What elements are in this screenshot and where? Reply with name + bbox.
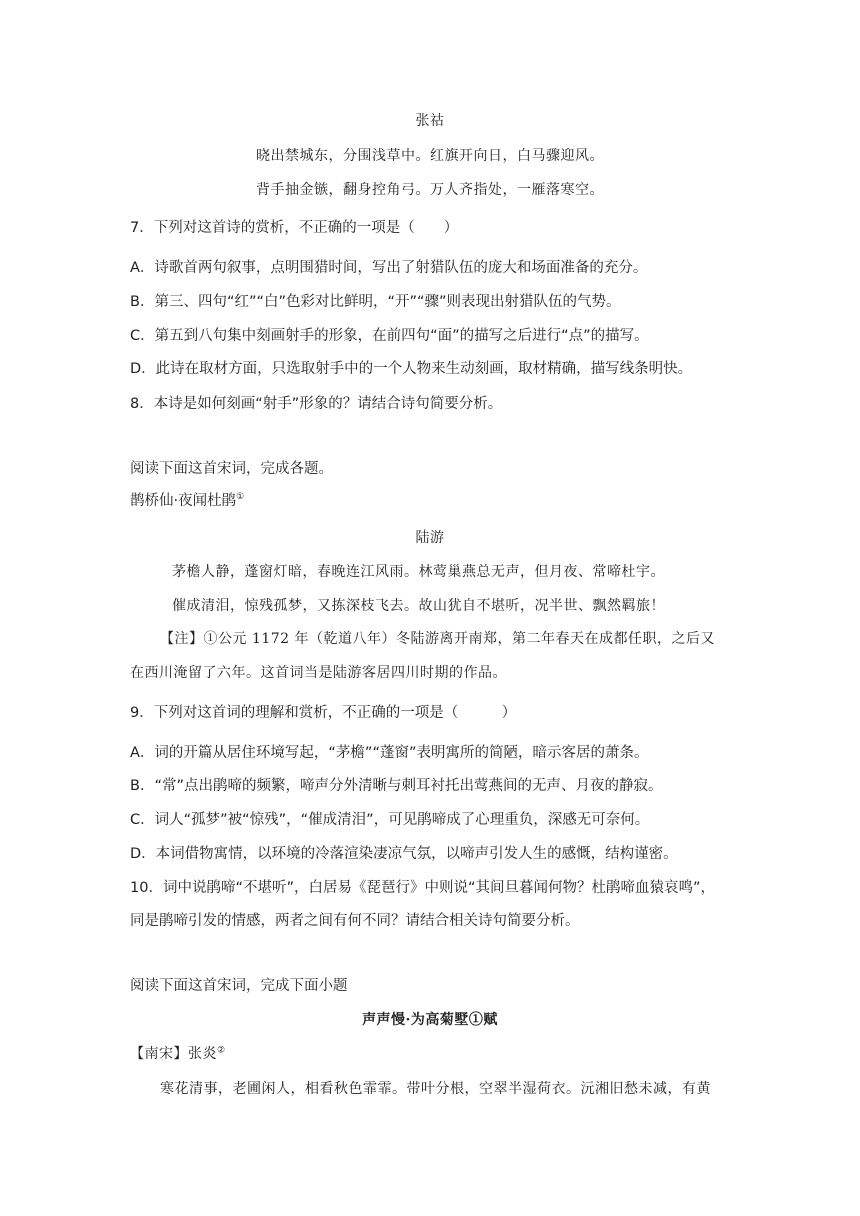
poem-line: 晓出禁城东，分围浅草中。红旗开向日，白马骤迎风。	[256, 148, 604, 164]
poem-author-text: 【南宋】张炎	[130, 1046, 217, 1062]
footnote-mark: ②	[217, 1045, 226, 1056]
poem-author: 张祜	[415, 113, 445, 129]
poem-line: 寒花清事，老圃闲人，相看秋色霏霏。带叶分根，空翠半湿荷衣。沅湘旧愁未减，有黄	[160, 1081, 711, 1097]
option-c: C．第五到八句集中刻画射手的形象，在前四句“面”的描写之后进行“点”的描写。	[130, 328, 649, 344]
section-intro: 阅读下面这首宋词，完成下面小题	[130, 978, 348, 994]
option-c: C．词人“孤梦”被“惊残”，“催成清泪”，可见鹃啼成了心理重负，深感无可奈何。	[130, 812, 650, 828]
option-d: D．此诗在取材方面，只选取射手中的一个人物来生动刻画，取材精确，描写线条明快。	[130, 361, 693, 377]
section-intro: 阅读下面这首宋词，完成各题。	[130, 461, 333, 477]
poem-line: 催成清泪，惊残孤梦，又拣深枝飞去。故山犹自不堪听，况半世、飘然羁旅！	[172, 598, 665, 614]
question-7: 7．下列对这首诗的赏析，不正确的一项是（ ）	[130, 220, 459, 236]
poem-title	[130, 491, 244, 511]
option-a: A．词的开篇从居住环境写起，“茅檐”“蓬窗”表明寓所的简陋，暗示客居的萧条。	[130, 745, 649, 761]
option-b: B．第三、四句“红”“白”色彩对比鲜明，“开”“骤”则表现出射猎队伍的气势。	[130, 294, 621, 310]
poem-title-text: 鹊桥仙·夜闻杜鹃	[130, 493, 237, 509]
poem-line: 背手抽金镞，翻身控角弓。万人齐指处，一雁落寒空。	[256, 182, 604, 198]
poem-author	[130, 1044, 226, 1064]
poem-author: 陆游	[415, 530, 445, 546]
question-10: 同是鹃啼引发的情感，两者之间有何不同？请结合相关诗句简要分析。	[130, 913, 580, 929]
question-8: 8．本诗是如何刻画“射手”形象的？请结合诗句简要分析。	[130, 396, 503, 412]
option-b: B．“常”点出鹃啼的频繁，啼声分外清晰与刺耳衬托出莺燕间的无声、月夜的静寂。	[130, 778, 663, 794]
option-a: A．诗歌首两句叙事，点明围猎时间，写出了射猎队伍的庞大和场面准备的充分。	[130, 260, 648, 276]
question-9: 9．下列对这首词的理解和赏析，不正确的一项是（ ）	[130, 705, 517, 721]
question-10: 10．词中说鹃啼“不堪听”，白居易《琵琶行》中则说“其间旦暮闻何物？杜鹃啼血猿哀鸣”，	[130, 880, 715, 896]
footnote-mark: ①	[236, 492, 245, 503]
poem-line: 茅檐人静，蓬窗灯暗，春晚连江风雨。林莺巢燕总无声，但月夜、常啼杜宇。	[172, 564, 665, 580]
poem-title: 声声慢·为高菊墅①赋	[362, 1012, 498, 1028]
option-d: D．本词借物寓情，以环境的冷落渲染凄凉气氛，以啼声引发人生的感慨，结构谨密。	[130, 846, 678, 862]
note: 【注】①公元 1172 年（乾道八年）冬陆游离开南郑，第二年春天在成都任职，之后又	[160, 631, 716, 647]
note: 在西川淹留了六年。这首词当是陆游客居四川时期的作品。	[130, 665, 507, 681]
